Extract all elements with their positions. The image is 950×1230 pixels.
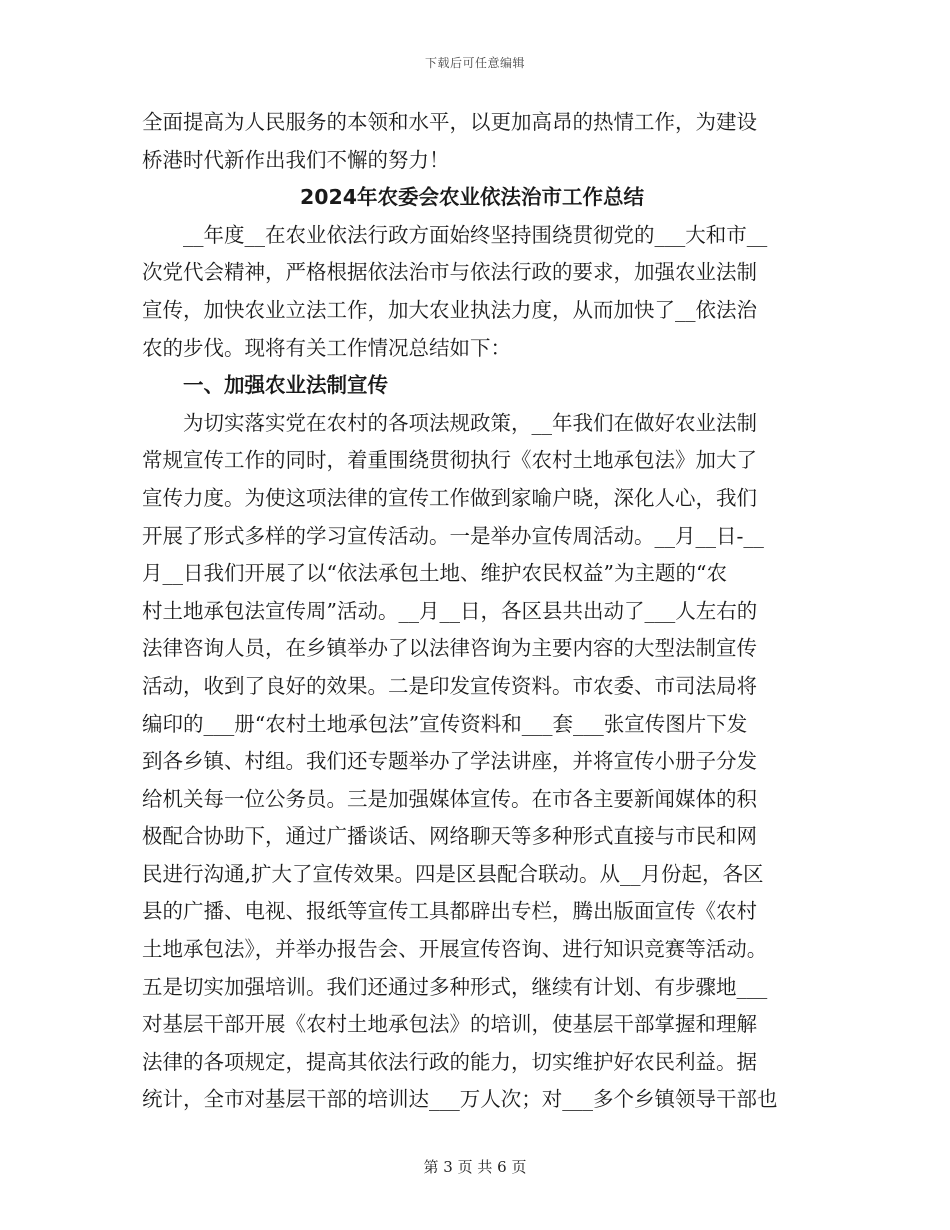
page-footer: 第 3 页 共 6 页 bbox=[423, 1158, 527, 1176]
body-line: 对基层干部开展《农村土地承包法》的培训，使基层干部掌握和理解 bbox=[142, 1012, 757, 1037]
body-line: 农的步伐。现将有关工作情况总结如下： bbox=[142, 335, 511, 360]
body-line: 宣传，加快农业立法工作，加大农业执法力度，从而加快了__依法治 bbox=[142, 297, 757, 322]
body-line: 活动，收到了良好的效果。二是印发宣传资料。市农委、市司法局将 bbox=[142, 673, 757, 698]
body-line: 编印的___册“农村土地承包法”宣传资料和___套___张宣传图片下发 bbox=[142, 711, 748, 736]
body-line: 五是切实加强培训。我们还通过多种形式，继续有计划、有步骤地___ bbox=[142, 974, 768, 999]
body-line: 桥港时代新作出我们不懈的努力！ bbox=[142, 147, 450, 172]
body-line: 开展了形式多样的学习宣传活动。一是举办宣传周活动。__月__日-__ bbox=[142, 523, 764, 548]
body-line: 月__日我们开展了以“依法承包土地、维护农民权益”为主题的“农 bbox=[142, 561, 727, 586]
body-line: 极配合协助下，通过广播谈话、网络聊天等多种形式直接与市民和网 bbox=[142, 824, 757, 849]
body-line: 村土地承包法宣传周”活动。__月__日，各区县共出动了___人左右的 bbox=[142, 598, 758, 623]
body-line: 法律的各项规定，提高其依法行政的能力，切实维护好农民利益。据 bbox=[142, 1049, 757, 1074]
section-heading: 一、加强农业法制宣传 bbox=[183, 373, 388, 398]
body-line: 常规宣传工作的同时，着重围绕贯彻执行《农村土地承包法》加大了 bbox=[142, 448, 757, 473]
body-line: 为切实落实党在农村的各项法规政策，__年我们在做好农业法制 bbox=[183, 410, 757, 435]
body-line: 给机关每一位公务员。三是加强媒体宣传。在市各主要新闻媒体的积 bbox=[142, 786, 757, 811]
document-title: 2024年农委会农业依法治市工作总结 bbox=[299, 185, 645, 210]
body-line: __年度__在农业依法行政方面始终坚持围绕贯彻党的___大和市__ bbox=[183, 222, 768, 247]
body-line: 统计，全市对基层干部的培训达___万人次；对___多个乡镇领导干部也 bbox=[142, 1087, 778, 1112]
body-line: 土地承包法》，并举办报告会、开展宣传咨询、进行知识竞赛等活动。 bbox=[142, 937, 768, 962]
body-line: 民进行沟通,扩大了宣传效果。四是区县配合联动。从__月份起，各区 bbox=[142, 861, 764, 886]
body-line: 次党代会精神，严格根据依法治市与依法行政的要求，加强农业法制 bbox=[142, 260, 757, 285]
body-line: 到各乡镇、村组。我们还专题举办了学法讲座，并将宣传小册子分发 bbox=[142, 749, 757, 774]
document-body bbox=[142, 104, 802, 1119]
body-line: 全面提高为人民服务的本领和水平，以更加高昂的热情工作，为建设 bbox=[142, 110, 757, 134]
body-line: 县的广播、电视、报纸等宣传工具都辟出专栏，腾出版面宣传《农村 bbox=[142, 899, 757, 924]
body-line: 法律咨询人员，在乡镇举办了以法律咨询为主要内容的大型法制宣传 bbox=[142, 636, 757, 661]
body-line: 宣传力度。为使这项法律的宣传工作做到家喻户晓，深化人心，我们 bbox=[142, 485, 757, 510]
page-header: 下载后可任意编辑 bbox=[424, 56, 525, 70]
